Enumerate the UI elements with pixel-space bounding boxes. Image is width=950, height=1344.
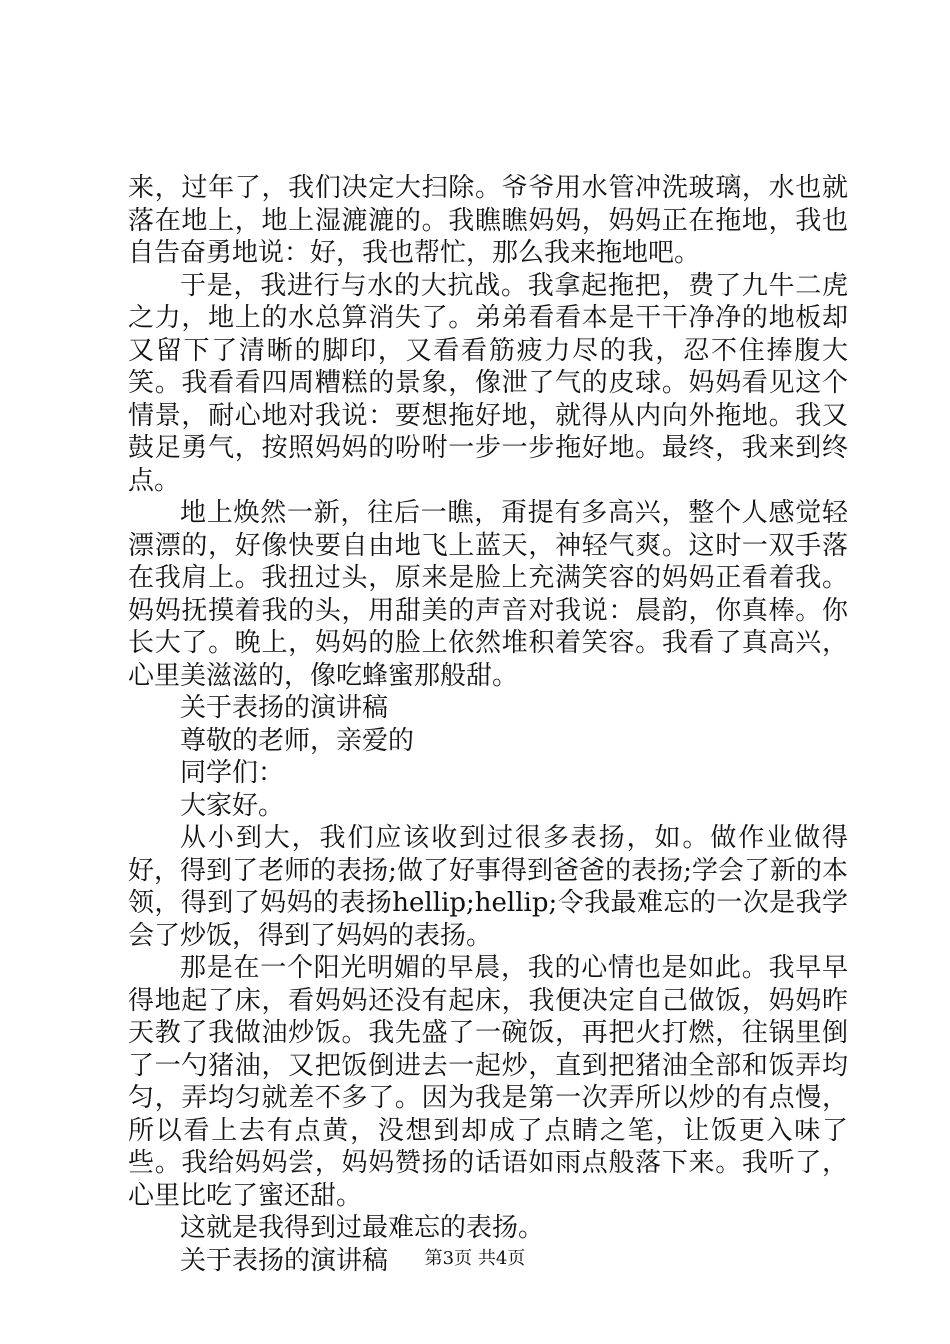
greeting: 大家好。 bbox=[180, 790, 285, 821]
paragraph-1: 来，过年了，我们决定大扫除。爷爷用水管冲洗玻璃，水也就落在地上，地上湿漉漉的。我瞧瞧妈妈，妈妈正在拖地，我也自告奋勇地说：好，我也帮忙，那么我来拖地吧。 bbox=[128, 173, 848, 268]
salutation-line-2: 同学们： bbox=[180, 758, 285, 788]
paragraph-2: 于是，我进行与水的大抗战。我拿起拖把，费了九牛二虎之力，地上的水总算消失了。弟弟看看本是干干净净的地板却又留下了清晰的脚印，又看看筋疲力尽的我，忍不住捧腹大笑。我看看四周糟糕的景象，像泄了气的皮球。妈妈看见这个情景，耐心地对我说：要想拖好地，就得从内向外拖地。我又鼓足勇气，按照妈妈的吩咐一步一步拖好地。最终，我来到终点。 bbox=[128, 270, 848, 496]
salutation-line-1: 尊敬的老师，亲爱的 bbox=[180, 725, 415, 756]
speech-title: 关于表扬的演讲稿 bbox=[180, 693, 389, 723]
paragraph-8: 从小到大，我们应该收到过很多表扬，如。做作业做得好，得到了老师的表扬;做了好事得到爸爸的表扬;学会了新的本领，得到了妈妈的表扬hellip;hellip;令我最难忘的一次是我学会了炒饭，得到了妈妈的表扬。 bbox=[128, 823, 848, 951]
page-number-footer: 第3页 共4页 bbox=[424, 1248, 526, 1269]
paragraph-10: 这就是我得到过最难忘的表扬。 bbox=[180, 1213, 545, 1243]
paragraph-9: 那是在一个阳光明媚的早晨，我的心情也是如此。我早早得地起了床，看妈妈还没有起床，我便决定自己做饭，妈妈昨天教了我做油炒饭。我先盛了一碗饭，再把火打燃，往锅里倒了一勺猪油，又把饭倒进去一起炒，直到把猪油全部和饭弄均匀，弄均匀就差不多了。因为我是第一次弄所以炒的有点慢，所以看上去有点黄，没想到却成了点睛之笔，让饭更入味了些。我给妈妈尝，妈妈赞扬的话语如雨点般落下来。我听了，心里比吃了蜜还甜。 bbox=[128, 953, 848, 1211]
paragraph-3: 地上焕然一新，往后一瞧，甭提有多高兴，整个人感觉轻漂漂的，好像快要自由地飞上蓝天，神轻气爽。这时一双手落在我肩上。我扭过头，原来是脸上充满笑容的妈妈正看着我。妈妈抚摸着我的头，用甜美的声音对我说：晨韵，你真棒。你长大了。晚上，妈妈的脸上依然堆积着笑容。我看了真高兴，心里美滋滋的，像吃蜂蜜那般甜。 bbox=[128, 498, 848, 691]
speech-title-repeat: 关于表扬的演讲稿 bbox=[180, 1245, 389, 1276]
document-body bbox=[128, 172, 848, 1277]
